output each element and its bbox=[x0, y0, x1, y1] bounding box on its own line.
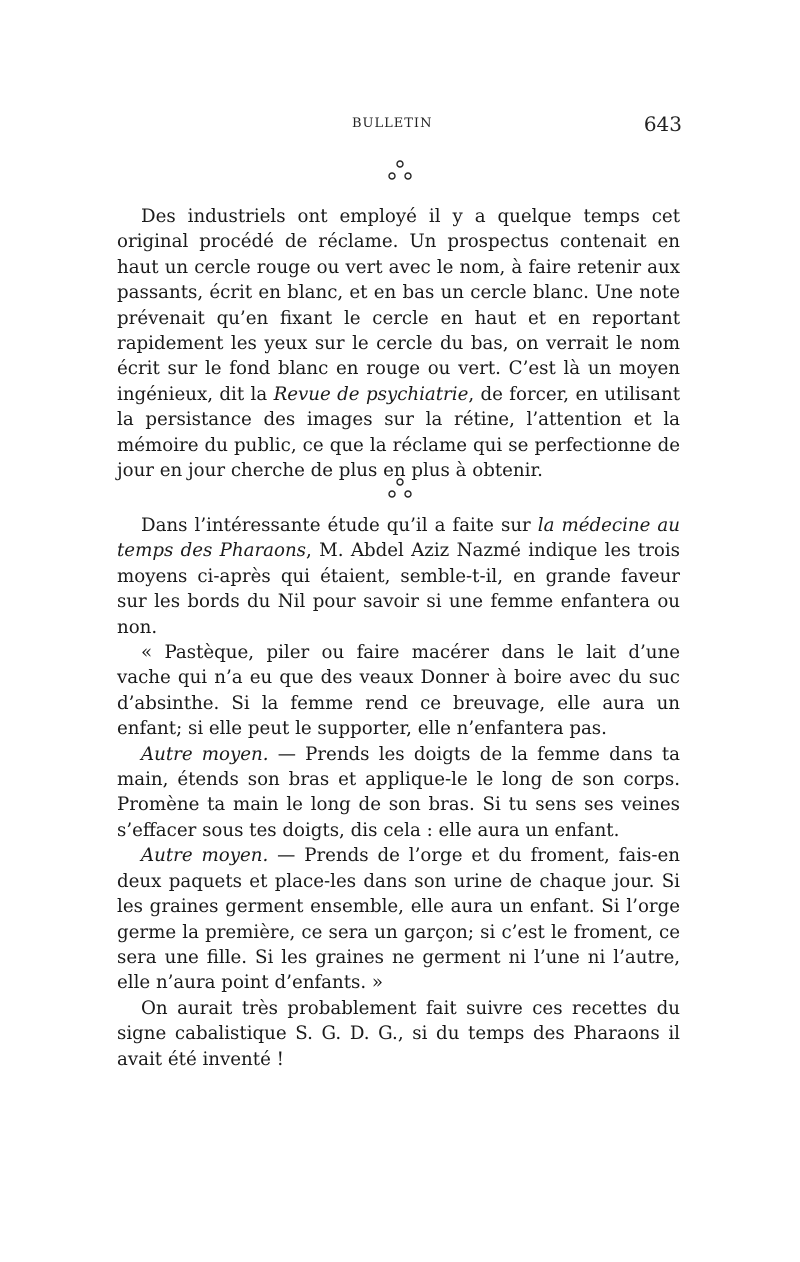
paragraph: On aurait très probablement fait suivre ces recettes du signe cabalistique S. G. D. G., si du temps des Pharaons il avait été inventé ! bbox=[117, 997, 680, 1070]
paragraph: « Pastèque, piler ou faire macérer dans le lait d’une vache qui n’a eu que des veaux Donner à boire avec du suc d’absinthe. Si la femme rend ce breuvage, elle aura un enfant; si elle peut le supporter, elle n’enfantera pas. bbox=[117, 642, 680, 740]
page-header bbox=[0, 112, 800, 140]
section-2-text bbox=[117, 513, 680, 1072]
section-1-text bbox=[117, 204, 680, 483]
paragraph: Autre moyen. — Prends de l’orge et du froment, fais-en deux paquets et place-les dans son urine de chaque jour. Si les graines germent ensemble, elle aura un enfant. Si l’orge germe la première, ce sera un garçon; si c’est le froment, ce sera une fille. Si les graines ne germent ni l’une ni l’autre, elle n’aura point d’enfants. » bbox=[117, 845, 681, 994]
paragraph: Dans l’intéressante étude qu’il a faite sur la médecine au temps des Pharaons, M. Abdel Aziz Nazmé indique les trois moyens ci-après qui étaient, semble-t-il, en grande faveur sur les bords du Nil pour savoir si une femme enfantera ou non. bbox=[117, 515, 680, 638]
paragraph: Des industriels ont employé il y a quelque temps cet original procédé de réclame. Un prospectus contenait en haut un cercle rouge ou vert avec le nom, à faire retenir aux passants, écrit en blanc, et en bas un cercle blanc. Une note prévenait qu’en fixant le cercle en haut et en reportant rapidement les yeux sur le cercle du bas, on verrait le nom écrit sur le fond blanc en rouge ou vert. C’est là un moyen ingénieux, dit la Revue de psychiatrie, de forcer, en utilisant la persistance des images sur la rétine, l’attention et la mémoire du public, ce que la réclame qui se perfectionne de jour en jour cherche de plus en plus à obtenir. bbox=[117, 206, 681, 482]
section-ornament-icon bbox=[380, 476, 420, 502]
running-head: BULLETIN bbox=[352, 116, 433, 131]
page-number: 643 bbox=[643, 112, 682, 136]
section-ornament-icon bbox=[380, 158, 420, 184]
paragraph: Autre moyen. — Prends les doigts de la femme dans ta main, étends son bras et applique-le le long de son corps. Promène ta main le long de son bras. Si tu sens ses veines s’effacer sous tes doigts, dis cela : elle aura un enfant. bbox=[117, 743, 680, 841]
